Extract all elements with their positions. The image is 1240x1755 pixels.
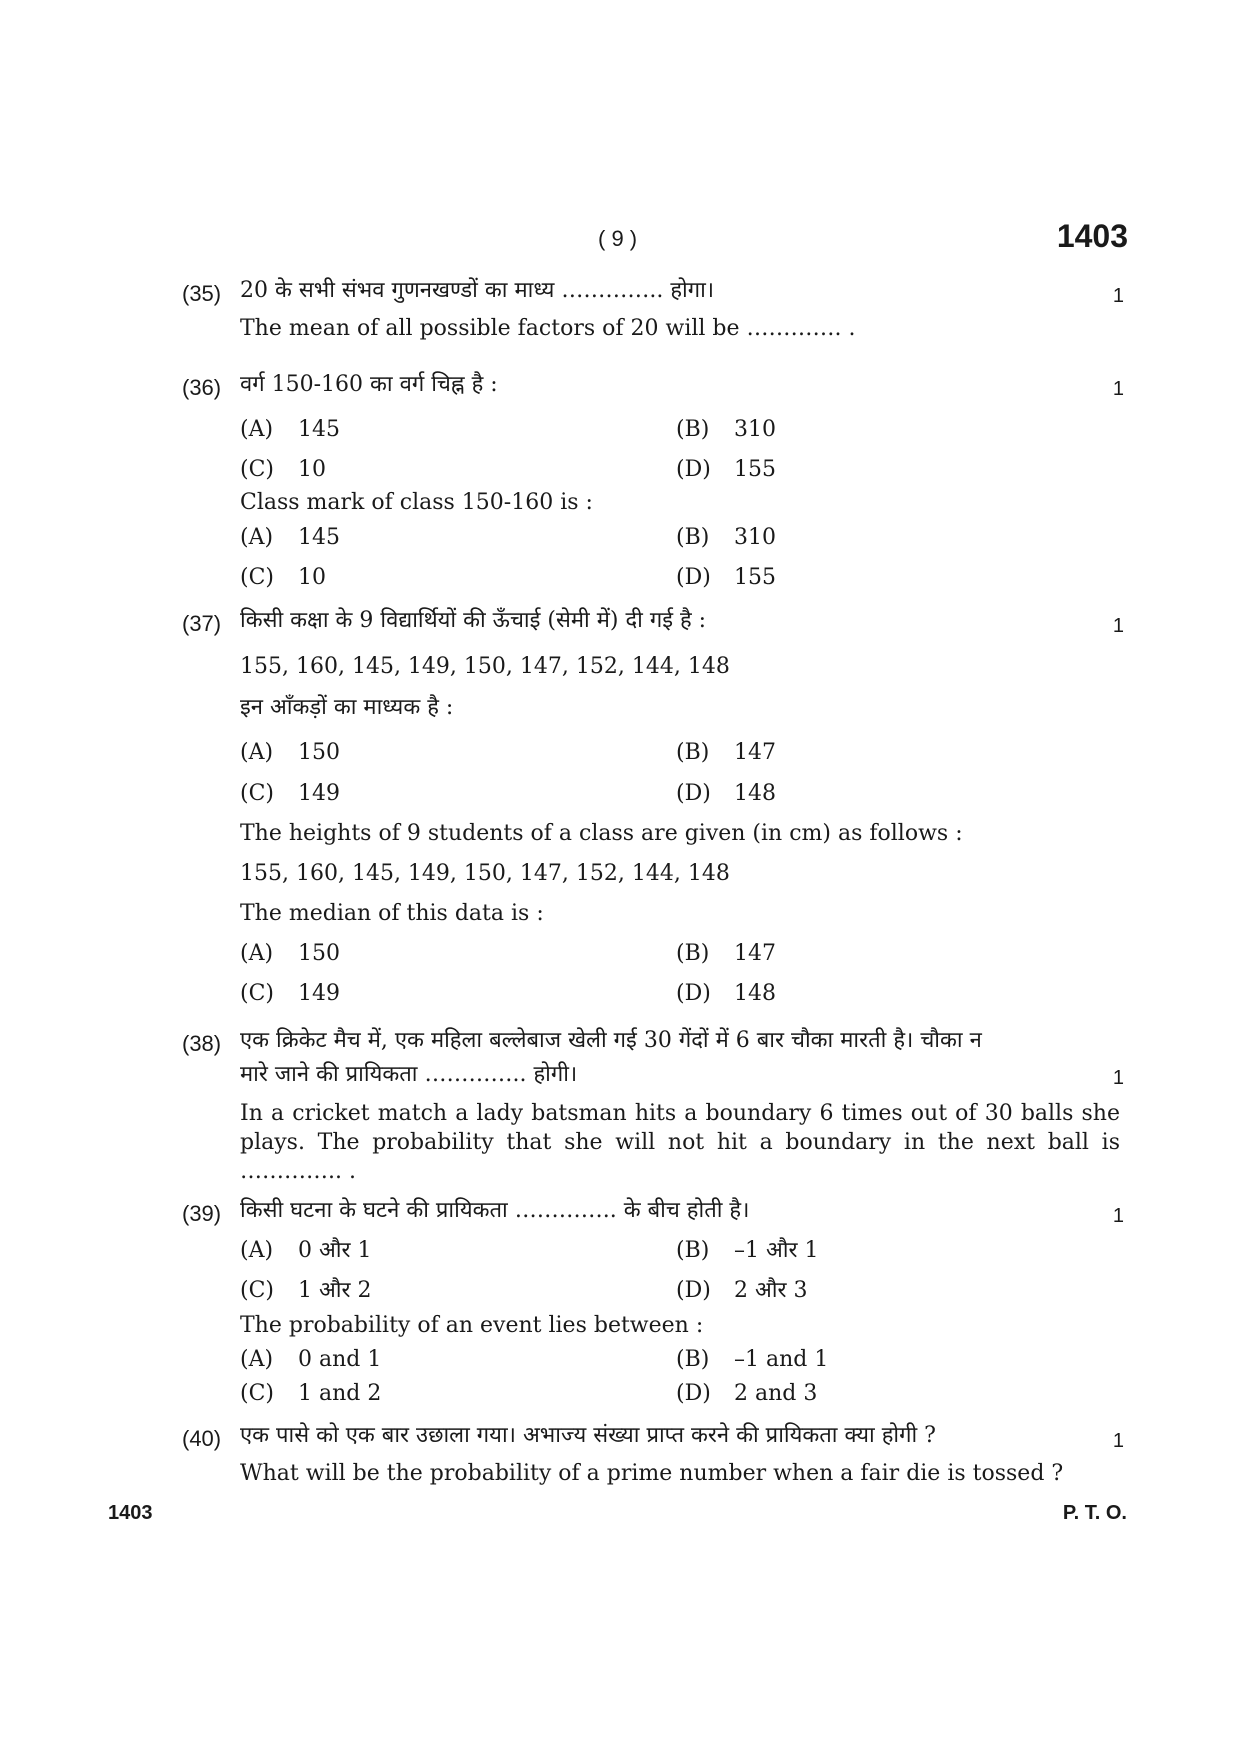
question-number: (40) bbox=[182, 1426, 222, 1451]
question-mark: 1 bbox=[1112, 378, 1124, 400]
question-text-hindi: एक क्रिकेट मैच में, एक महिला बल्लेबाज खेली गई 30 गेंदों में 6 बार चौका मारती है। चौका न bbox=[240, 1028, 982, 1053]
question-text-english: The mean of all possible factors of 20 will be …………. . bbox=[240, 316, 856, 341]
option-b: (B) –1 and 1 bbox=[676, 1347, 829, 1372]
question-mark: 1 bbox=[1112, 285, 1124, 307]
question-mark: 1 bbox=[1112, 1205, 1124, 1227]
option-b: (B) 310 bbox=[676, 525, 776, 550]
question-subtext-english: The median of this data is : bbox=[240, 901, 544, 926]
option-d: (D) 148 bbox=[676, 781, 776, 806]
option-c: (C) 10 bbox=[240, 457, 326, 482]
question-mark: 1 bbox=[1112, 1430, 1124, 1452]
option-d: (D) 155 bbox=[676, 565, 776, 590]
question-mark: 1 bbox=[1112, 1067, 1124, 1089]
option-a: (A) 145 bbox=[240, 525, 340, 550]
question-text-hindi: किसी घटना के घटने की प्रायिकता ………….. के बीच होती है। bbox=[240, 1198, 750, 1223]
question-number: (35) bbox=[182, 281, 222, 306]
option-b: (B) 310 bbox=[676, 417, 776, 442]
paper-code-footer: 1403 bbox=[108, 1502, 153, 1524]
question-number: (36) bbox=[182, 375, 222, 400]
option-b: (B) 147 bbox=[676, 941, 776, 966]
option-c: (C) 149 bbox=[240, 781, 340, 806]
option-c: (C) 10 bbox=[240, 565, 326, 590]
data-values: 155, 160, 145, 149, 150, 147, 152, 144, 148 bbox=[240, 861, 730, 886]
option-d: (D) 148 bbox=[676, 981, 776, 1006]
question-text-hindi: वर्ग 150-160 का वर्ग चिह्न है : bbox=[240, 372, 498, 397]
paper-code-header: 1403 bbox=[1056, 218, 1128, 254]
question-number: (39) bbox=[182, 1201, 222, 1226]
question-text-english: What will be the probability of a prime number when a fair die is tossed ? bbox=[240, 1461, 1064, 1486]
question-text-english: The heights of 9 students of a class are given (in cm) as follows : bbox=[240, 821, 963, 846]
page-number: ( 9 ) bbox=[598, 226, 638, 251]
question-number: (38) bbox=[182, 1031, 222, 1056]
question-text-hindi: 20 के सभी संभव गुणनखण्डों का माध्य ………….. होगा। bbox=[240, 278, 715, 303]
option-c: (C) 149 bbox=[240, 981, 340, 1006]
question-text-english: Class mark of class 150-160 is : bbox=[240, 490, 593, 515]
please-turn-over: P. T. O. bbox=[1062, 1502, 1127, 1524]
question-subtext-hindi: इन आँकड़ों का माध्यक है : bbox=[240, 695, 454, 720]
option-c: (C) 1 और 2 bbox=[240, 1278, 372, 1303]
question-number: (37) bbox=[182, 611, 222, 636]
data-values: 155, 160, 145, 149, 150, 147, 152, 144, 148 bbox=[240, 654, 730, 679]
option-a: (A) 0 and 1 bbox=[240, 1347, 382, 1372]
question-text-hindi: एक पासे को एक बार उछाला गया। अभाज्य संख्या प्राप्त करने की प्रायिकता क्या होगी ? bbox=[240, 1423, 936, 1448]
option-c: (C) 1 and 2 bbox=[240, 1381, 382, 1406]
question-text-english: In a cricket match a lady batsman hits a boundary 6 times out of 30 balls she plays. The probability that she will not hit a boundary in the next ball is ………….. . bbox=[240, 1101, 1120, 1184]
option-a: (A) 145 bbox=[240, 417, 340, 442]
option-b: (B) –1 और 1 bbox=[676, 1238, 819, 1263]
option-d: (D) 2 and 3 bbox=[676, 1381, 818, 1406]
option-a: (A) 150 bbox=[240, 740, 340, 765]
question-text-english: The probability of an event lies between : bbox=[240, 1313, 704, 1338]
option-b: (B) 147 bbox=[676, 740, 776, 765]
option-a: (A) 150 bbox=[240, 941, 340, 966]
question-text-hindi-cont: मारे जाने की प्रायिकता ………….. होगी। bbox=[240, 1062, 578, 1087]
option-a: (A) 0 और 1 bbox=[240, 1238, 372, 1263]
question-mark: 1 bbox=[1112, 615, 1124, 637]
option-d: (D) 2 और 3 bbox=[676, 1278, 808, 1303]
question-text-hindi: किसी कक्षा के 9 विद्यार्थियों की ऊँचाई (सेमी में) दी गई है : bbox=[240, 608, 707, 633]
option-d: (D) 155 bbox=[676, 457, 776, 482]
